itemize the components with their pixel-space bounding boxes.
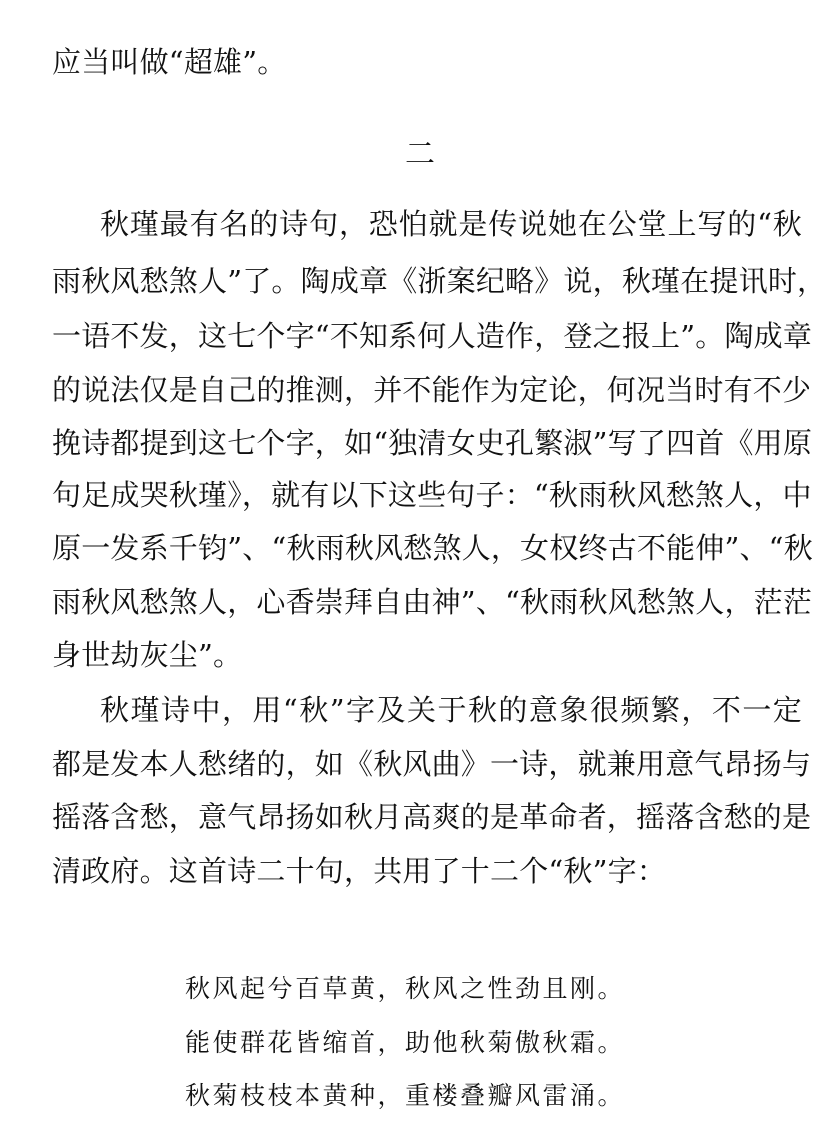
paragraph-line: 雨秋风愁煞人，心香崇拜自由神”、“秋雨秋风愁煞人，茫茫 [52, 585, 813, 619]
paragraph-line: 原一发系千钧”、“秋雨秋风愁煞人，女权终古不能伸”、“秋 [52, 531, 813, 565]
paragraph-line: 句足成哭秋瑾》，就有以下这些句子：“秋雨秋风愁煞人，中 [52, 478, 812, 512]
paragraph-line: 清政府。这首诗二十句，共用了十二个“秋”字： [52, 854, 667, 888]
paragraph-line: 雨秋风愁煞人”了。陶成章《浙案纪略》说，秋瑾在提讯时， [52, 264, 827, 298]
paragraph-line: 身世劫灰尘”。 [52, 638, 243, 672]
paragraph-line: 一语不发，这七个字“不知系何人造作，登之报上”。陶成章 [52, 319, 813, 353]
paragraph-line: 秋瑾诗中，用“秋”字及关于秋的意象很频繁，不一定 [100, 693, 802, 727]
paragraph-line: 的说法仅是自己的推测，并不能作为定论，何况当时有不少 [52, 373, 812, 407]
poem-line: 能使群花皆缩首，助他秋菊傲秋霜。 [185, 1028, 626, 1057]
paragraph-line: 秋瑾最有名的诗句，恐怕就是传说她在公堂上写的“秋 [100, 207, 802, 241]
section-heading: 二 [405, 137, 435, 172]
paragraph-line: 都是发本人愁绪的，如《秋风曲》一诗，就兼用意气昂扬与 [52, 747, 812, 781]
paragraph-line: 摇落含愁，意气昂扬如秋月高爽的是革命者，摇落含愁的是 [52, 800, 812, 834]
poem-line: 秋风起兮百草黄，秋风之性劲且刚。 [185, 974, 626, 1003]
poem-line: 秋菊枝枝本黄种，重楼叠瓣风雷涌。 [185, 1081, 626, 1110]
paragraph-line: 挽诗都提到这七个字，如“独清女史孔繁淑”写了四首《用原 [52, 426, 813, 460]
intro-line: 应当叫做“超雄”。 [52, 45, 287, 79]
